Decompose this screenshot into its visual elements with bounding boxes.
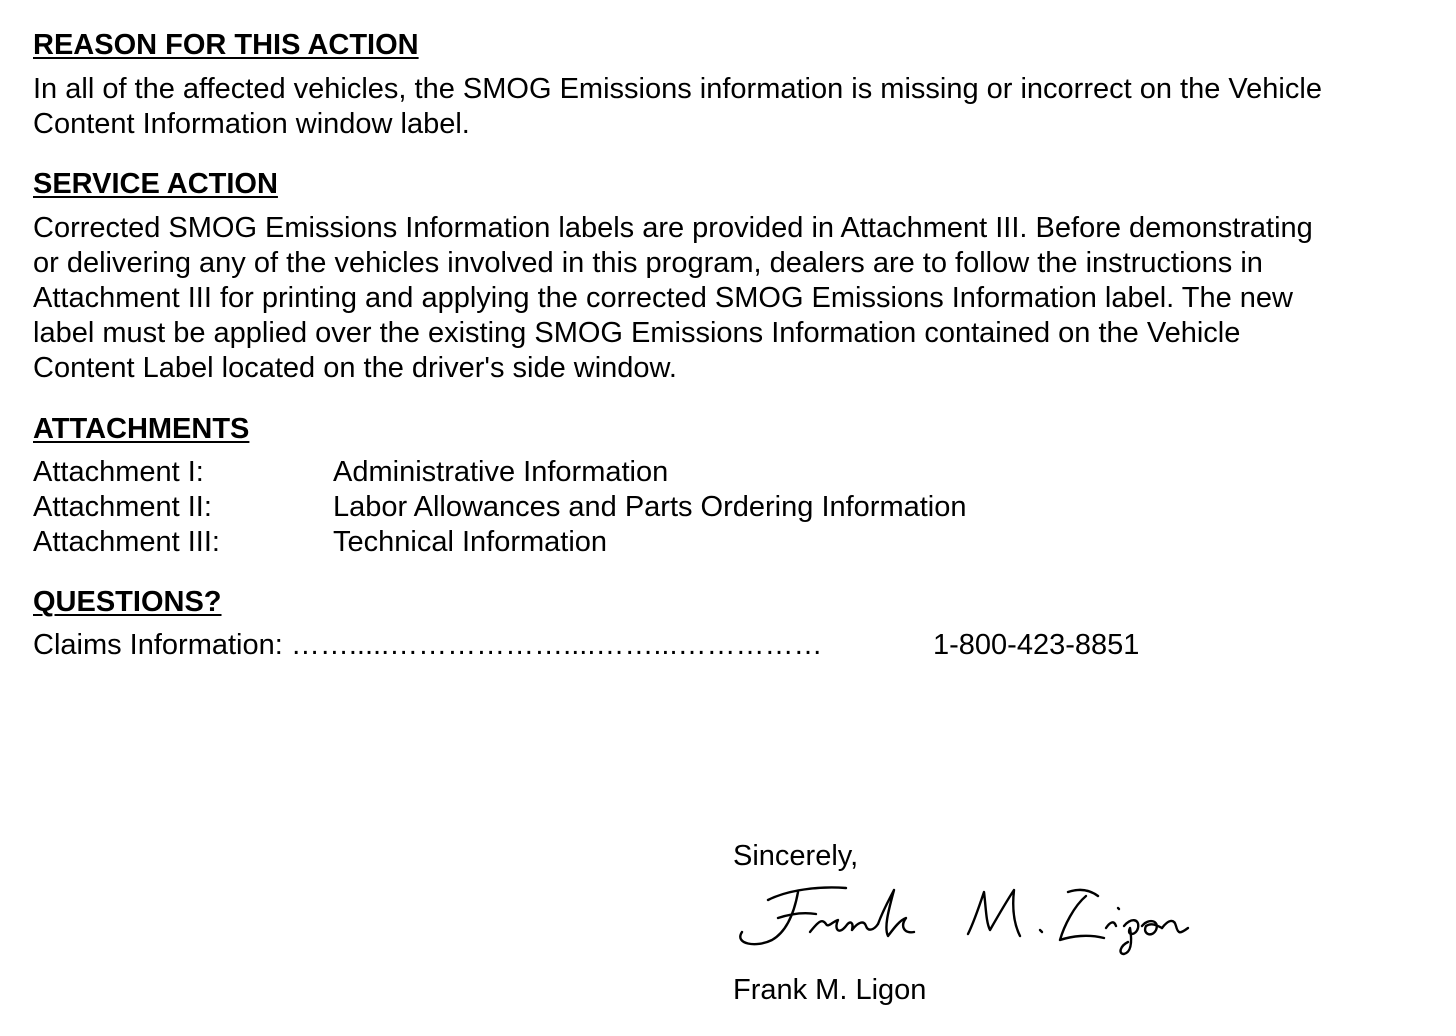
reason-line: Content Information window label.: [33, 108, 470, 140]
attachment-value: Administrative Information: [333, 456, 669, 488]
service-line: label must be applied over the existing SMOG Emissions Information contained on the Vehicle: [33, 317, 1241, 349]
service-line: or delivering any of the vehicles involved in this program, dealers are to follow the instructions in: [33, 247, 1263, 279]
attachment-value: Technical Information: [333, 526, 608, 558]
signer-name: Frank M. Ligon: [733, 974, 927, 1006]
reason-heading: REASON FOR THIS ACTION: [33, 29, 419, 61]
service-line: Attachment III for printing and applying the corrected SMOG Emissions Information label. The new: [33, 282, 1293, 314]
salutation: Sincerely,: [733, 840, 859, 872]
attachment-label: Attachment I:: [33, 456, 204, 488]
service-line: Content Label located on the driver's side window.: [33, 352, 677, 384]
service-line: Corrected SMOG Emissions Information labels are provided in Attachment III. Before demonstrating: [33, 212, 1313, 244]
claims-label: Claims Information: …….....………………....……...……………: [33, 629, 823, 661]
questions-heading: QUESTIONS?: [33, 586, 222, 618]
attachment-value: Labor Allowances and Parts Ordering Information: [333, 491, 967, 523]
attachments-heading: ATTACHMENTS: [33, 413, 250, 445]
attachment-label: Attachment III:: [33, 526, 220, 558]
signature-image: [728, 878, 1198, 958]
attachment-label: Attachment II:: [33, 491, 212, 523]
reason-paragraph: [33, 72, 1322, 142]
service-paragraph: [33, 211, 1313, 386]
service-heading: SERVICE ACTION: [33, 168, 278, 200]
claims-phone: 1-800-423-8851: [933, 629, 1140, 661]
reason-line: In all of the affected vehicles, the SMOG Emissions information is missing or incorrect on the Vehicle: [33, 73, 1322, 105]
